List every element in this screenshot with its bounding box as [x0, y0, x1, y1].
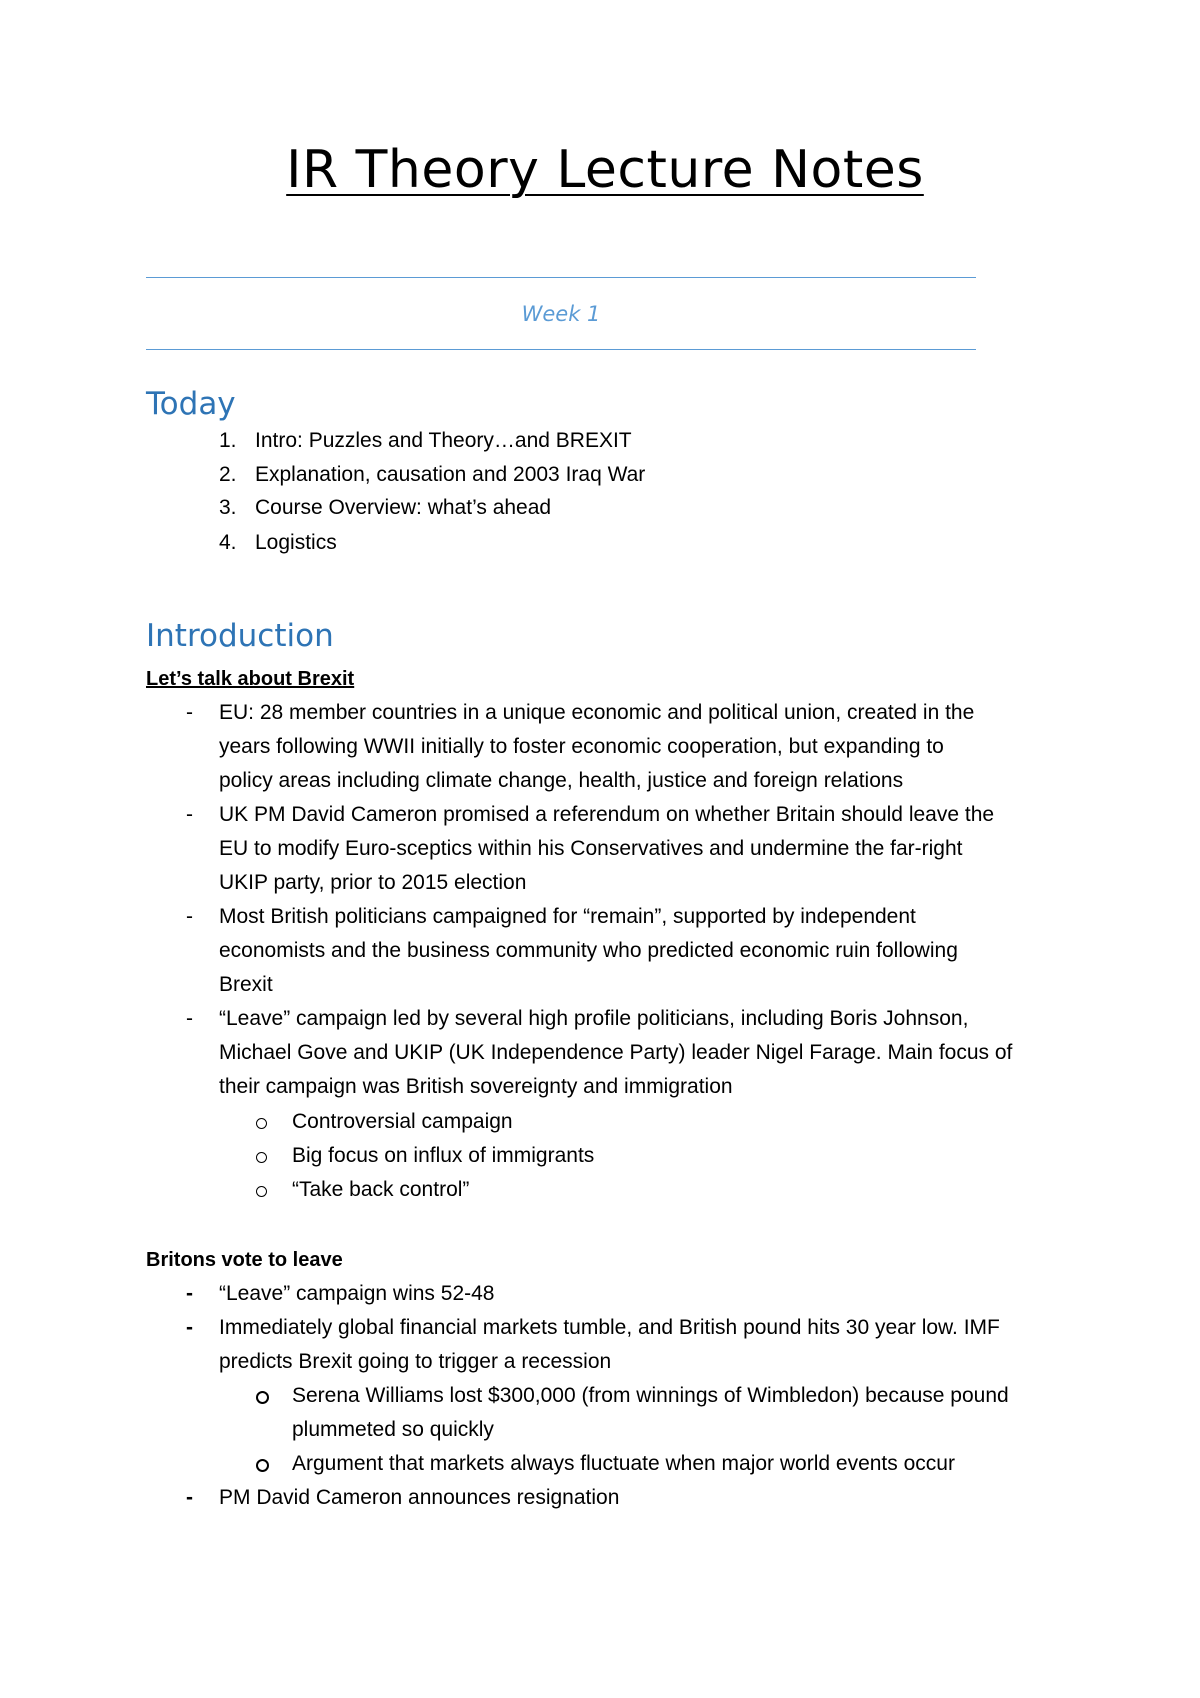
sub-bullet-circle — [256, 1459, 269, 1472]
list-item: Logistics — [255, 531, 337, 554]
list-item: Intro: Puzzles and Theory…and BREXIT — [255, 429, 632, 452]
subheading-vote: Britons vote to leave — [146, 1249, 343, 1271]
bullet-line: UK PM David Cameron promised a referendum on whether Britain should leave the — [219, 803, 995, 826]
introduction-heading: Introduction — [146, 618, 334, 654]
bullet-line: PM David Cameron announces resignation — [219, 1486, 620, 1509]
bullet-dash: - — [186, 803, 193, 826]
bullet-line: “Leave” campaign wins 52-48 — [219, 1282, 495, 1305]
sub-bullet-line: Big focus on influx of immigrants — [292, 1144, 595, 1167]
bullet-dash: - — [186, 1282, 193, 1305]
bullet-line: Most British politicians campaigned for “remain”, supported by independent — [219, 905, 916, 928]
list-number: 4. — [219, 531, 237, 554]
sub-bullet-line: Controversial campaign — [292, 1110, 513, 1133]
bullet-line: EU: 28 member countries in a unique economic and political union, created in the — [219, 701, 975, 724]
top-divider — [146, 277, 976, 278]
sub-bullet-line: Serena Williams lost $300,000 (from winnings of Wimbledon) because pound — [292, 1384, 1009, 1407]
bullet-line: policy areas including climate change, health, justice and foreign relations — [219, 769, 904, 792]
sub-bullet-circle — [256, 1118, 267, 1129]
sub-bullet-circle — [256, 1152, 267, 1163]
bullet-dash: - — [186, 1007, 193, 1030]
list-item: Course Overview: what’s ahead — [255, 496, 552, 519]
list-number: 2. — [219, 463, 237, 486]
week-subtitle: Week 1 — [521, 302, 601, 326]
list-number: 3. — [219, 496, 237, 519]
subheading-brexit: Let’s talk about Brexit — [146, 668, 355, 690]
bullet-line: Brexit — [219, 973, 273, 996]
bullet-line: Immediately global financial markets tumble, and British pound hits 30 year low. IMF — [219, 1316, 1000, 1339]
bullet-dash: - — [186, 701, 193, 724]
bullet-line: years following WWII initially to foster economic cooperation, but expanding to — [219, 735, 944, 758]
bullet-line: UKIP party, prior to 2015 election — [219, 871, 527, 894]
bullet-line: economists and the business community who predicted economic ruin following — [219, 939, 958, 962]
document-title: IR Theory Lecture Notes — [286, 140, 924, 200]
list-item: Explanation, causation and 2003 Iraq War — [255, 463, 646, 486]
bottom-divider — [146, 349, 976, 350]
sub-bullet-line: Argument that markets always fluctuate when major world events occur — [292, 1452, 955, 1475]
bullet-line: EU to modify Euro-sceptics within his Conservatives and undermine the far-right — [219, 837, 963, 860]
bullet-line: “Leave” campaign led by several high profile politicians, including Boris Johnson, — [219, 1007, 969, 1030]
list-number: 1. — [219, 429, 237, 452]
bullet-dash: - — [186, 1486, 193, 1509]
bullet-dash: - — [186, 1316, 193, 1339]
sub-bullet-circle — [256, 1186, 267, 1197]
bullet-line: Michael Gove and UKIP (UK Independence Party) leader Nigel Farage. Main focus of — [219, 1041, 1013, 1064]
today-heading: Today — [146, 386, 236, 422]
sub-bullet-circle — [256, 1391, 269, 1404]
sub-bullet-line: “Take back control” — [292, 1178, 470, 1201]
bullet-dash: - — [186, 905, 193, 928]
bullet-line: predicts Brexit going to trigger a recession — [219, 1350, 612, 1373]
sub-bullet-line: plummeted so quickly — [292, 1418, 494, 1441]
bullet-line: their campaign was British sovereignty and immigration — [219, 1075, 733, 1098]
